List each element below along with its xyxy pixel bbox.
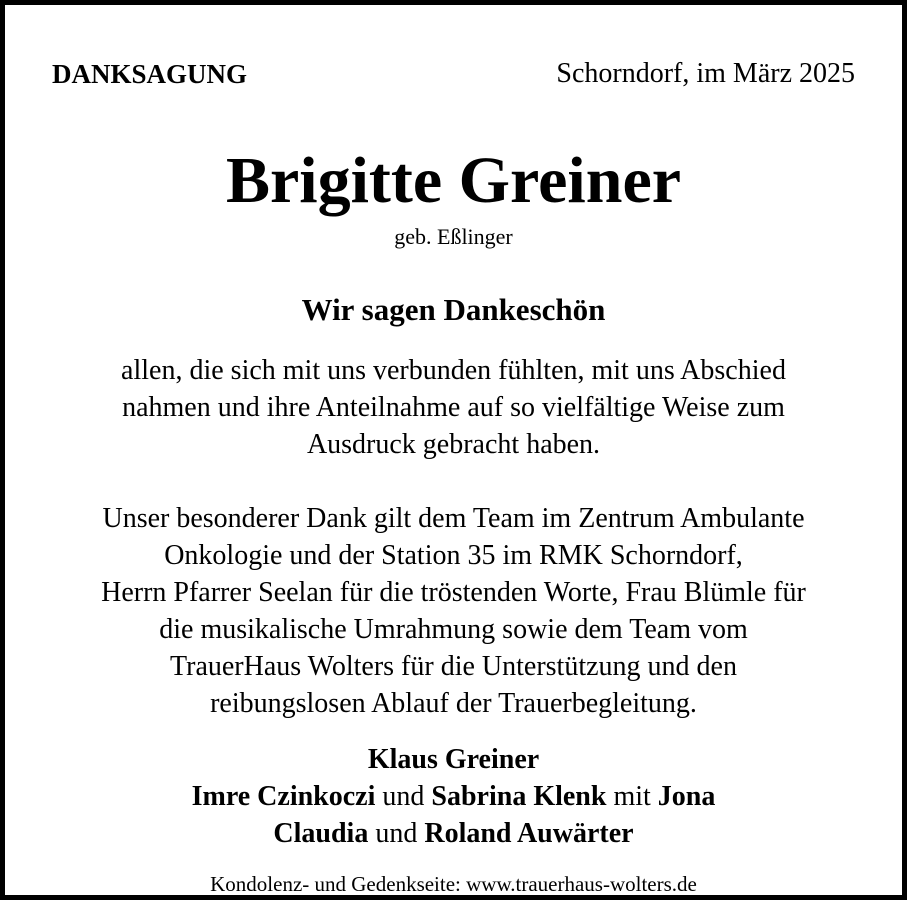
- signer-name: Jona: [657, 781, 716, 812]
- birth-name: geb. Eßlinger: [394, 224, 513, 249]
- signer-name: Sabrina Klenk: [431, 781, 607, 812]
- signer-name: Claudia: [273, 818, 369, 849]
- condolence-page-note: Kondolenz- und Gedenkseite: www.trauerhaus-wolters.de: [210, 872, 697, 896]
- signer-conjunction: mit: [613, 781, 651, 812]
- signer-conjunction: und: [382, 781, 425, 812]
- signer-name: Imre Czinkoczi: [191, 781, 376, 812]
- announcement-label: DANKSAGUNG: [52, 59, 248, 89]
- signers-block: [5, 741, 902, 852]
- paragraph-line: nahmen und ihre Anteilnahme auf so vielfältige Weise zum: [122, 392, 785, 423]
- signer-name: Roland Auwärter: [424, 818, 634, 849]
- paragraph-line: reibungslosen Ablauf der Trauerbegleitung.: [210, 688, 697, 719]
- signer-line-2: [5, 778, 902, 815]
- signer-line-1: Klaus Greiner: [367, 744, 540, 775]
- deceased-name: Brigitte Greiner: [225, 144, 682, 217]
- paragraph-line: allen, die sich mit uns verbunden fühlten, mit uns Abschied: [121, 355, 786, 386]
- signer-line-3: [5, 815, 902, 852]
- signer-conjunction: und: [375, 818, 418, 849]
- paragraph-line: Onkologie und der Station 35 im RMK Schorndorf,: [164, 540, 743, 571]
- thanks-heading: Wir sagen Dankeschön: [301, 292, 606, 327]
- paragraph-line: die musikalische Umrahmung sowie dem Team vom: [159, 614, 748, 645]
- paragraph-line: Herrn Pfarrer Seelan für die tröstenden Worte, Frau Blümle für: [101, 577, 806, 608]
- paragraph-line: Unser besonderer Dank gilt dem Team im Zentrum Ambulante: [102, 503, 805, 534]
- thanks-paragraph-1: [5, 352, 902, 463]
- paragraph-line: TrauerHaus Wolters für die Unterstützung und den: [170, 651, 737, 682]
- thanks-paragraph-2: [5, 500, 902, 722]
- place-date: Schorndorf, im März 2025: [556, 58, 855, 89]
- paragraph-line: Ausdruck gebracht haben.: [306, 429, 601, 460]
